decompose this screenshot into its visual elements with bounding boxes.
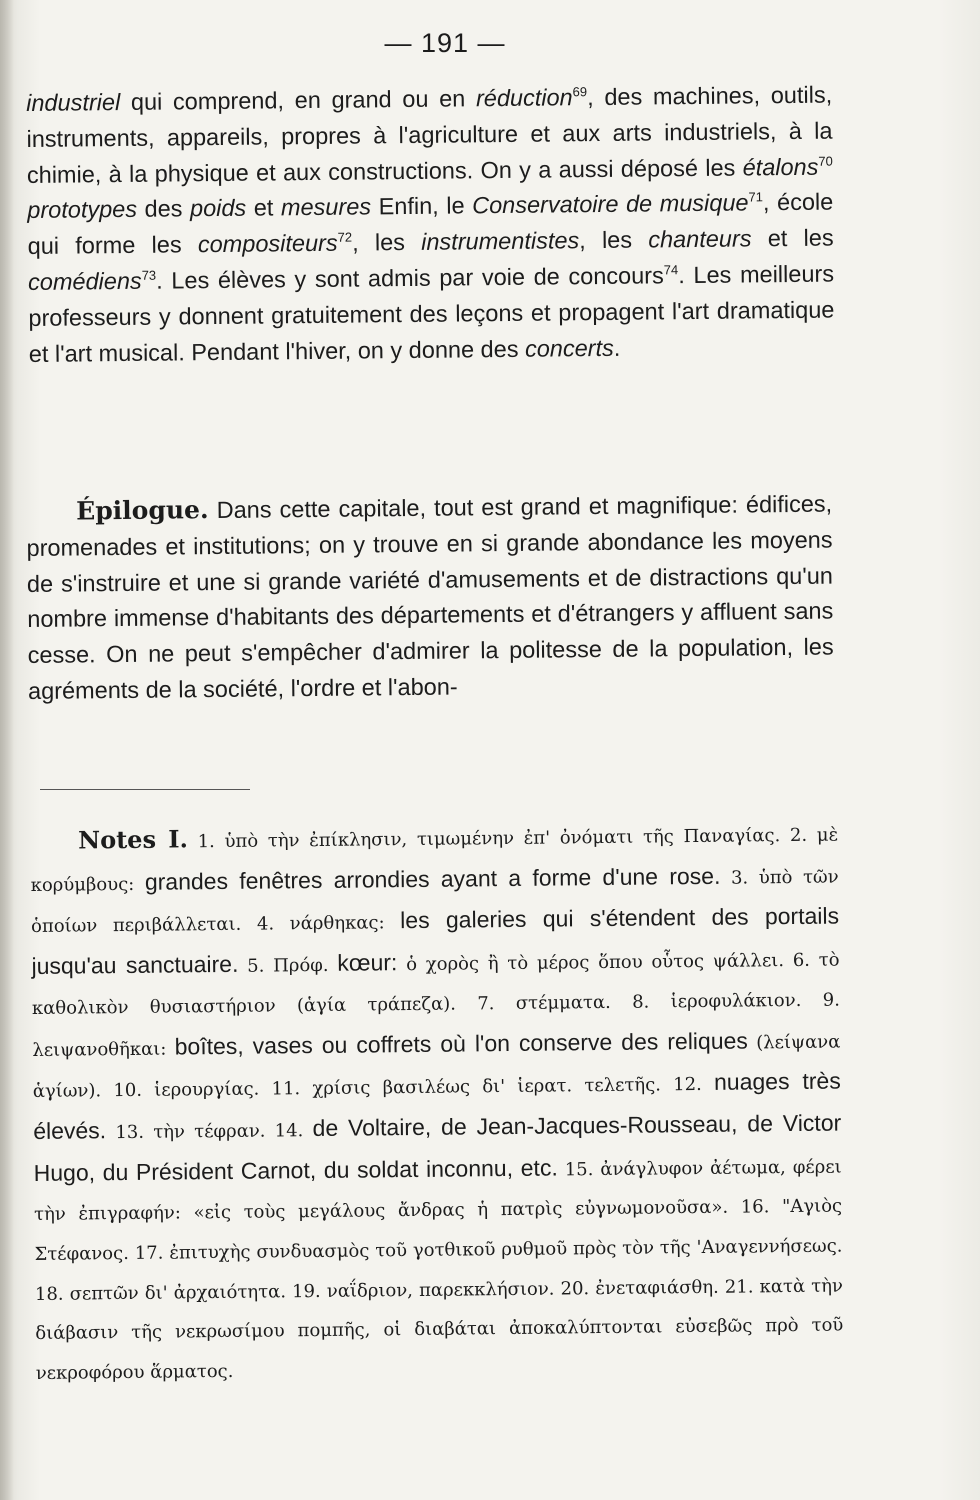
page-number: — 191 — — [384, 28, 506, 58]
note-text: boîtes, vases ou coffrets où l'on conserve des reliques — [174, 1027, 748, 1060]
text-span: . Les élèves y sont admis par voie de concours — [156, 262, 664, 294]
note-text: 1. ὑπὸ τὴν ἐπίκλησιν, τιμωμένην ἐπ' ὀνόματι τῆς Παναγίας. 2. μὲ κορύμβους: — [30, 824, 839, 896]
footnote-ref: 69 — [572, 84, 588, 100]
footnote-ref: 71 — [748, 189, 764, 205]
text-span: réduction — [475, 84, 573, 112]
text-span: poids — [189, 195, 247, 222]
text-span: Enfin, le — [370, 192, 473, 220]
text-span: , des machines, outils, instruments, appareils, propres à l'agriculture et aux arts industriels, à la chimie, à la physique et aux constructions. On y a aussi déposé les — [26, 81, 833, 188]
note-text: kœur: — [337, 949, 398, 976]
text-span: , les — [351, 229, 422, 256]
text-span: . Les meilleurs professeurs y donnent gratuitement des leçons et propagent l'art dramatique et l'art musical. Pendant l'hiver, on y donne des — [28, 260, 835, 367]
footnote-ref: 72 — [337, 229, 353, 245]
gutter-shadow — [0, 0, 14, 1500]
note-text: 13. τὴν τέφραν. 14. — [106, 1119, 313, 1144]
text-span: concerts — [524, 334, 614, 362]
text-span: compositeurs — [197, 229, 338, 258]
epilogue-text: Dans cette capitale, tout est grand et magnifique: édifices, promenades et institutions; on y trouve en si grande abondance les moyens de s'instruire et une si grande variété d'amusements et de distractions qu'un nombre immense d'habitants des départements et d'étrangers y affluent sans cesse. On ne peut s'empêcher d'admirer la politesse de la population, les agréments de la société, l'ordre et l'abon- — [26, 490, 834, 704]
note-text: de Voltaire, de Jean-Jacques-Rousseau, de Victor Hugo, du Président Carnot, du soldat inconnu, etc. — [33, 1109, 842, 1186]
note-text: 15. ἀνάγλυφον ἀέτωμα, φέρει τὴν ἐπιγραφήν: «εἰς τοὺς μεγάλους ἄνδρας ἡ πατρὶς εὐγνωμονοῦσα». 16. "Αγιὸς Στέφανος. 17. ἐπιτυχὴς συνδυασμὸς τοῦ γοτθικοῦ ρυθμοῦ πρὸς τὸν τῆς 'Αναγεννήσεως. 18. σεπτῶν δι' ἀρχαιότητα. 19. ναΐδριον, παρεκκλήσιον. 20. ἐνεταφιάσθη. 21. κατὰ τὴν διάβασιν τῆς νεκρωσίμου πομπῆς, οἱ διαβάται ἀποκαλύπτονται εὐσεβῶς πρὸ τοῦ νεκροφόρου ἅρματος. — [34, 1156, 844, 1385]
footnote-ref: 70 — [818, 153, 833, 169]
text-span: , les — [579, 226, 649, 254]
note-text: nuages très élevés. — [33, 1067, 841, 1144]
paragraph-conservatoire — [26, 78, 835, 373]
footnote-divider — [40, 789, 250, 790]
text-span: mesures — [280, 193, 372, 221]
notes-section — [30, 814, 844, 1394]
text-span: Conservatoire de musique — [472, 189, 749, 219]
footnote-ref: 73 — [141, 267, 157, 283]
text-span: et — [246, 194, 282, 222]
text-span: , école qui forme les — [27, 188, 834, 260]
note-text: 5. Πρόφ. — [238, 954, 338, 977]
text-span: étalons — [742, 153, 819, 181]
note-text: 3. ὑπὸ τῶν ὁποίων περιβάλλεται. 4. νάρθηκας: — [30, 866, 839, 938]
note-text: grandes fenêtres arrondies ayant a forme d'une rose. — [144, 862, 721, 895]
text-span: qui comprend, en grand ou en — [120, 85, 477, 116]
paragraph-epilogue — [26, 486, 834, 710]
text-span: instrumentistes — [421, 227, 580, 256]
epilogue-heading: Épilogue. — [76, 495, 209, 526]
notes-heading: Notes I. — [78, 824, 189, 855]
text-span: chanteurs — [648, 225, 752, 253]
text-span: comédiens — [27, 267, 142, 295]
footnote-ref: 74 — [663, 262, 679, 278]
text-span: industriel — [26, 89, 121, 116]
text-span: . — [613, 334, 621, 361]
note-text: (λείψανα ἁγίων). 10. ἱερουργίας. 11. χρίσις βασιλέως δι' ἱερατ. τελετῆς. 12. — [32, 1031, 841, 1103]
text-span: et les — [751, 224, 834, 252]
note-text: les galeries qui s'étendent des portails jusqu'au sanctuaire. — [31, 902, 840, 980]
text-span: prototypes — [27, 196, 138, 224]
note-text: ὁ χορὸς ἢ τὸ μέρος ὅπου οὗτος ψάλλει. 6. τὸ καθολικὸν θυσιαστήριον (ἁγία τράπεζα). 7. στέμματα. 8. ἱεροφυλάκιον. 9. λειψανοθῆκαι: — [31, 949, 841, 1061]
text-span: des — [136, 195, 191, 223]
